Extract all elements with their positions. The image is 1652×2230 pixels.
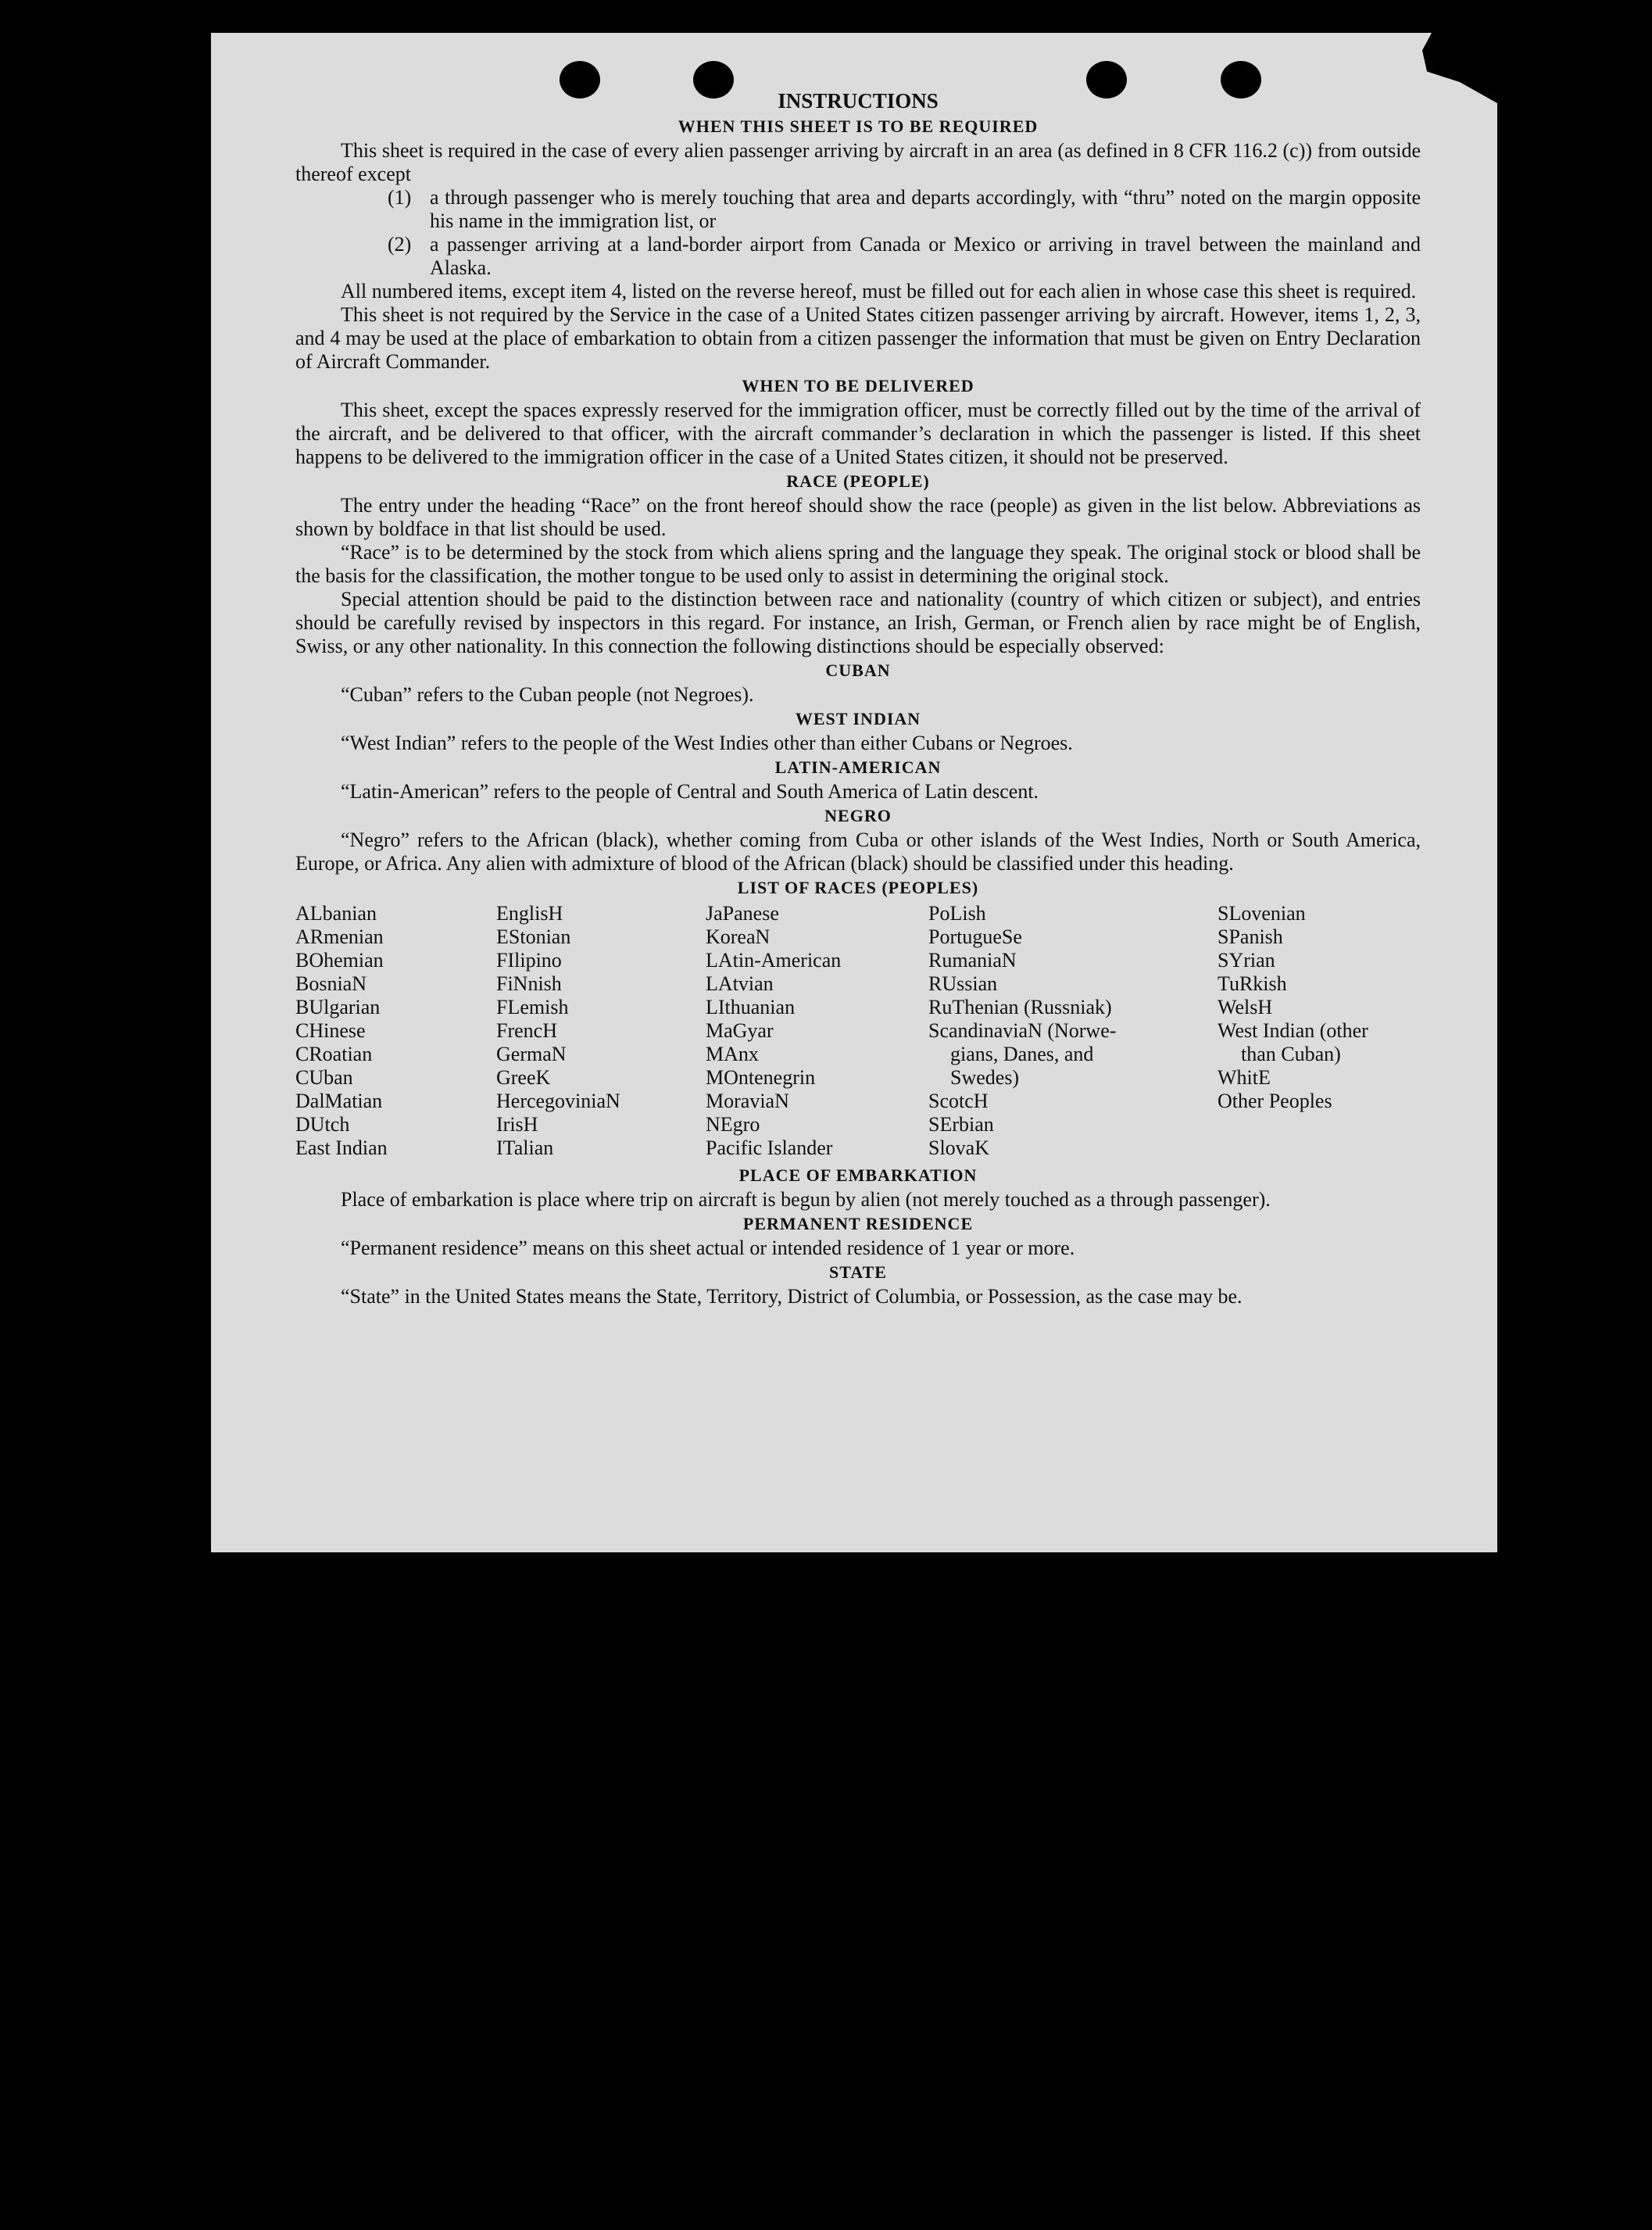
race-entry: FLemish <box>496 996 569 1018</box>
section-heading-race: RACE (PEOPLE) <box>786 471 930 491</box>
race-entry: BosniaN <box>295 972 367 995</box>
page-title: INSTRUCTIONS <box>778 89 939 113</box>
races-column <box>295 902 496 1160</box>
races-table <box>295 902 1421 1160</box>
section-heading-west-indian: WEST INDIAN <box>795 709 921 728</box>
race-entry: West Indian (other <box>1218 1019 1368 1042</box>
race-entry: WelsH <box>1218 996 1273 1018</box>
race-entry: CHinese <box>295 1019 366 1042</box>
required-para-3: This sheet is not required by the Service in the case of a United States citizen passenger arriving by aircraft. However, items 1, 2, 3, and 4 may be used at the place of embarkation to obtain from a citizen passenger the information that must be given on Entry Declaration of Aircraft Commander. <box>295 303 1421 373</box>
latin-american-para: “Latin-American” refers to the people of Central and South America of Latin descent. <box>341 780 1039 803</box>
section-heading-state: STATE <box>829 1262 887 1282</box>
exception-list <box>295 186 1421 280</box>
residence-para: “Permanent residence” means on this sheet actual or intended residence of 1 year or more. <box>341 1237 1075 1259</box>
race-entry: FiNnish <box>496 972 562 995</box>
race-entry: TuRkish <box>1218 972 1287 995</box>
race-entry: KoreaN <box>706 925 771 948</box>
race-entry: IrisH <box>496 1113 538 1136</box>
race-para-1: The entry under the heading “Race” on the front hereof should show the race (people) as given in the list below. Abbreviations as shown by boldface in that list should be used. <box>295 494 1421 540</box>
embarkation-para: Place of embarkation is place where trip on aircraft is begun by alien (not merely touched as a through passenger). <box>341 1188 1271 1211</box>
west-indian-para: “West Indian” refers to the people of the West Indies other than either Cubans or Negroes. <box>341 732 1073 754</box>
race-entry: SlovaK <box>928 1136 989 1159</box>
list-item <box>295 186 1421 233</box>
race-entry: MAnx <box>706 1043 759 1065</box>
race-para-2: “Race” is to be determined by the stock from which aliens spring and the language they speak. The original stock or blood shall be the basis for the classification, the mother tongue to be used only to assist in determining the original stock. <box>295 541 1421 587</box>
race-entry: HercegoviniaN <box>496 1090 620 1112</box>
race-entry: EStonian <box>496 925 571 948</box>
race-entry: Pacific Islander <box>706 1136 833 1159</box>
race-entry: MOntenegrin <box>706 1066 816 1089</box>
instructions-content <box>295 88 1421 1308</box>
item-number: (2) <box>388 233 412 256</box>
race-entry: FIlipino <box>496 949 562 972</box>
races-column <box>496 902 706 1160</box>
race-entry: BOhemian <box>295 949 384 972</box>
required-intro: This sheet is required in the case of every alien passenger arriving by aircraft in an area (as defined in 8 CFR 116.2 (c)) from outside thereof except <box>295 139 1421 185</box>
section-heading-latin-american: LATIN-AMERICAN <box>774 757 942 777</box>
race-para-3: Special attention should be paid to the distinction between race and nationality (country of which citizen or subject), and entries should be carefully revised by inspectors in this regard. For instance, an Irish, German, or French alien by race might be of English, Swiss, or any other nationality. In this connection the following distinctions should be especially observed: <box>295 588 1421 657</box>
races-column <box>1218 902 1421 1160</box>
race-entry: ScotcH <box>928 1090 989 1112</box>
race-entry: SLovenian <box>1218 902 1306 925</box>
section-heading-negro: NEGRO <box>824 806 892 825</box>
race-entry: ITalian <box>496 1136 554 1159</box>
cuban-para: “Cuban” refers to the Cuban people (not Negroes). <box>341 683 754 706</box>
item-text: a through passenger who is merely touching that area and departs accordingly, with “thru” noted on the margin opposite his name in the immigration list, or <box>430 186 1421 232</box>
race-entry: GreeK <box>496 1066 551 1089</box>
race-entry: RuThenian (Russniak) <box>928 996 1112 1018</box>
section-heading-residence: PERMANENT RESIDENCE <box>742 1214 974 1233</box>
required-para-2: All numbered items, except item 4, listed on the reverse hereof, must be filled out for each alien in whose case this sheet is required. <box>341 280 1417 302</box>
race-entry: SPanish <box>1218 925 1283 948</box>
race-entry: DalMatian <box>295 1090 383 1112</box>
section-heading-embarkation: PLACE OF EMBARKATION <box>738 1165 978 1185</box>
race-entry: FrencH <box>496 1019 557 1042</box>
section-heading-required: WHEN THIS SHEET IS TO BE REQUIRED <box>678 116 1039 136</box>
race-entry: MoraviaN <box>706 1090 789 1112</box>
race-entry: WhitE <box>1218 1066 1271 1089</box>
race-entry: gians, Danes, and <box>950 1043 1094 1065</box>
list-item <box>295 233 1421 280</box>
race-entry: DUtch <box>295 1113 350 1136</box>
race-entry: EnglisH <box>496 902 563 925</box>
race-entry: NEgro <box>706 1113 760 1136</box>
document-sheet <box>211 33 1497 1552</box>
state-para: “State” in the United States means the State, Territory, District of Columbia, or Possession, as the case may be. <box>341 1285 1243 1308</box>
race-entry: LAtvian <box>706 972 774 995</box>
race-entry: SErbian <box>928 1113 994 1136</box>
race-entry: LIthuanian <box>706 996 796 1018</box>
race-entry: than Cuban) <box>1241 1043 1341 1065</box>
race-entry: ScandinaviaN (Norwe- <box>928 1019 1117 1042</box>
section-heading-delivered: WHEN TO BE DELIVERED <box>742 376 974 396</box>
delivered-para: This sheet, except the spaces expressly reserved for the immigration officer, must be correctly filled out by the time of the arrival of the aircraft, and be delivered to that officer, with the aircraft commander’s declaration in which the passenger is listed. If this sheet happens to be delivered to the immigration officer in the case of a United States citizen, it should not be preserved. <box>295 399 1421 468</box>
race-entry: PoLish <box>928 902 986 925</box>
race-entry: Swedes) <box>950 1066 1020 1089</box>
section-heading-cuban: CUBAN <box>825 660 891 680</box>
race-entry: Other Peoples <box>1218 1090 1332 1112</box>
race-entry: JaPanese <box>706 902 779 925</box>
race-entry: CRoatian <box>295 1043 373 1065</box>
race-entry: ARmenian <box>295 925 384 948</box>
race-entry: PortugueSe <box>928 925 1022 948</box>
races-column <box>928 902 1218 1160</box>
item-number: (1) <box>388 186 412 209</box>
race-entry: ALbanian <box>295 902 377 925</box>
section-heading-list-of-races: LIST OF RACES (PEOPLES) <box>737 878 979 897</box>
races-column <box>706 902 928 1160</box>
race-entry: LAtin-American <box>706 949 842 972</box>
race-entry: BUlgarian <box>295 996 381 1018</box>
negro-para: “Negro” refers to the African (black), whether coming from Cuba or other islands of the West Indies, North or South America, Europe, or Africa. Any alien with admixture of blood of the African (black) should be classified under this heading. <box>295 829 1421 875</box>
race-entry: SYrian <box>1218 949 1275 972</box>
item-text: a passenger arriving at a land-border airport from Canada or Mexico or arriving in travel between the mainland and Alaska. <box>430 233 1421 279</box>
race-entry: MaGyar <box>706 1019 774 1042</box>
race-entry: GermaN <box>496 1043 567 1065</box>
race-entry: RumaniaN <box>928 949 1017 972</box>
race-entry: CUban <box>295 1066 353 1089</box>
race-entry: East Indian <box>295 1136 388 1159</box>
race-entry: RUssian <box>928 972 998 995</box>
